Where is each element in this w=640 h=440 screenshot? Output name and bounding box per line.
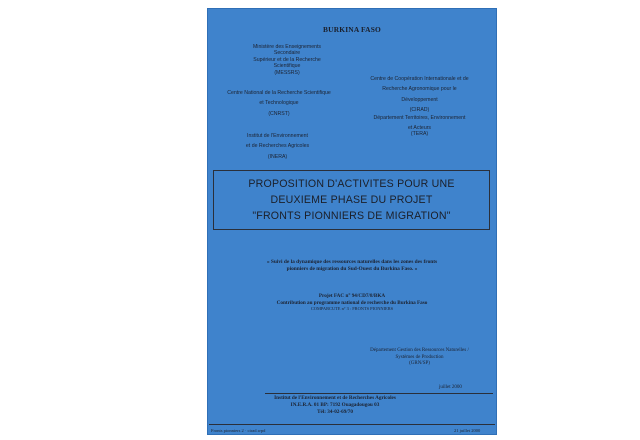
project-block bbox=[217, 293, 487, 313]
department-line: (GRN/SP) bbox=[409, 361, 430, 367]
title-box bbox=[213, 170, 490, 230]
separator-line-bottom bbox=[209, 424, 495, 425]
left-line: Institut de l'Environnement bbox=[247, 133, 308, 139]
date-label: juillet 2000 bbox=[439, 385, 462, 390]
right-line: Développement bbox=[401, 96, 438, 103]
document-cover bbox=[207, 8, 497, 435]
department-block bbox=[347, 348, 492, 368]
institute-line: Institut de l'Environnement et de Recherches Agricoles bbox=[274, 395, 396, 401]
institute-block bbox=[235, 395, 435, 416]
left-line: (MESSRS) bbox=[274, 69, 300, 76]
title-line: "FRONTS PIONNIERS DE MIGRATION" bbox=[252, 210, 451, 222]
right-line: (TERA) bbox=[410, 131, 429, 138]
left-line: Scientifique bbox=[273, 63, 301, 70]
project-line: COMPARCUTE n° 3 : FRONTS PIONNIERS bbox=[310, 306, 394, 312]
footer-filename: Fronts pionniers 2 · cirad.wpd bbox=[211, 428, 266, 433]
left-line: Centre National de la Recherche Scientifique bbox=[227, 90, 331, 96]
left-line: Secondaire bbox=[273, 50, 301, 57]
title-line: PROPOSITION D'ACTIVITES POUR UNE bbox=[248, 178, 455, 190]
institute-line: Tél: 34-02-69/70 bbox=[317, 409, 353, 415]
department-line: Département Gestion des Ressources Naturelles / bbox=[370, 348, 469, 353]
department-line: Systèmes de Production bbox=[395, 354, 444, 360]
subtitle-block bbox=[211, 259, 493, 273]
right-line: Centre de Coopération Internationale et de bbox=[370, 76, 469, 82]
footer-date: 21 juillet 2000 bbox=[454, 428, 481, 433]
right-line: Recherche Agronomique pour le bbox=[382, 86, 457, 93]
cnrst-block bbox=[209, 90, 349, 117]
project-line: Contribution au programme national de recherche du Burkina Faso bbox=[276, 299, 428, 306]
left-line: (CNRST) bbox=[268, 110, 290, 117]
left-line: (INERA) bbox=[267, 153, 288, 160]
left-line: Supérieur et de la Recherche bbox=[253, 56, 321, 63]
project-line: Projet FAC n° 94/CD7/8/BKA bbox=[318, 293, 386, 299]
left-line: et de Recherches Agricoles bbox=[245, 143, 310, 150]
institute-line: IN.E.R.A. 01 BP: 7192 Ouagadougou 03 bbox=[290, 402, 380, 408]
right-line: et Acteurs bbox=[407, 125, 432, 132]
right-line: Département Territoires, Environnement bbox=[373, 114, 466, 121]
cirad-block bbox=[347, 76, 492, 138]
title-line: DEUXIEME PHASE DU PROJET bbox=[270, 194, 433, 206]
separator-line-top bbox=[265, 393, 493, 394]
right-line: (CIRAD) bbox=[409, 107, 430, 114]
left-line: et Technologique bbox=[259, 100, 299, 107]
subtitle-line: pionniers de migration du Sud-Ouest du Burkina Faso. » bbox=[286, 266, 418, 272]
subtitle-line: « Suivi de la dynamique des ressources naturelles dans les zones des fronts bbox=[266, 259, 438, 265]
country-heading: BURKINA FASO bbox=[323, 25, 381, 34]
ministry-block bbox=[232, 44, 342, 76]
left-line: Ministère des Enseignements bbox=[252, 44, 322, 50]
inera-block bbox=[215, 133, 340, 160]
